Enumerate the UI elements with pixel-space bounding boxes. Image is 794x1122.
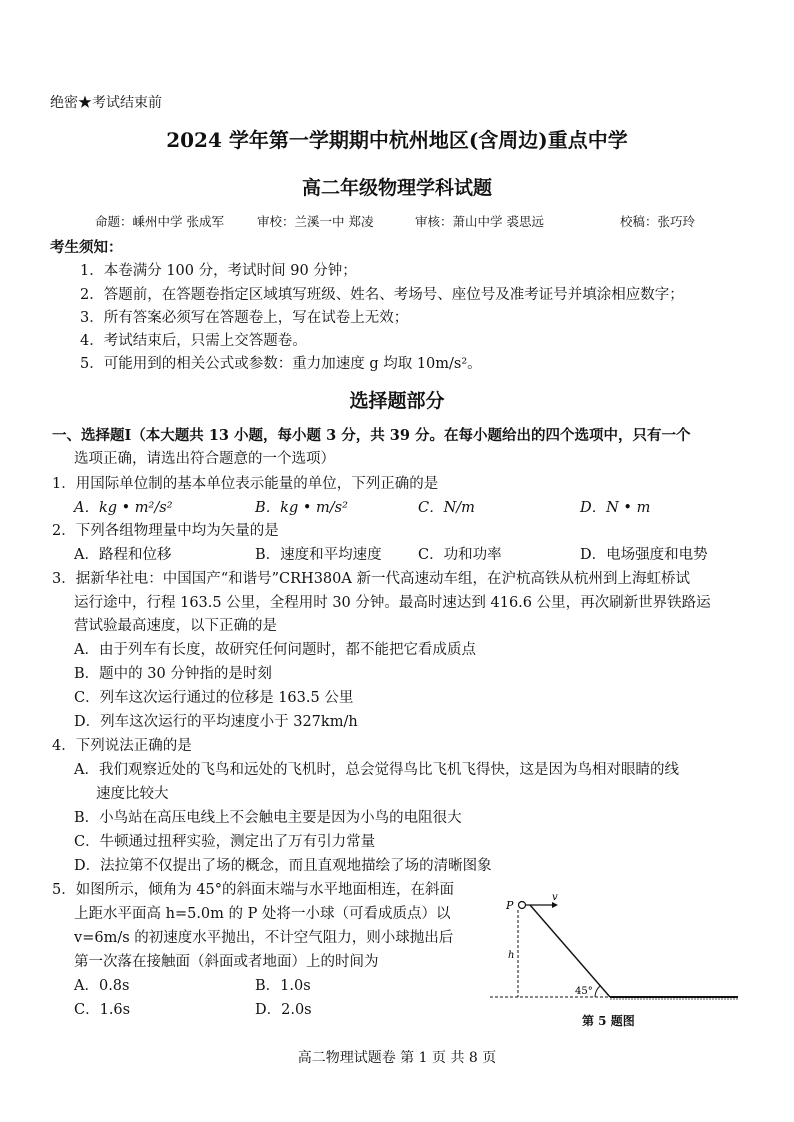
question-stem-cont: 运行途中，行程 163.5 公里，全程用时 30 分钟。最高时速达到 416.6 公里，再次刷新世界铁路运 (74, 595, 711, 611)
option: A．kg • m²/s² (74, 500, 173, 516)
question-stem: 4．下列说法正确的是 (52, 738, 192, 754)
option: B．1.0s (255, 978, 311, 994)
option: C．功和功率 (418, 547, 502, 563)
option: B．kg • m/s² (255, 500, 348, 516)
notice-heading: 考生须知： (50, 239, 123, 256)
question-stem-cont: v=6m/s 的初速度水平抛出，不计空气阻力，则小球抛出后 (74, 930, 454, 946)
option: D．法拉第不仅提出了场的概念，而且直观地描绘了场的清晰图象 (74, 858, 492, 874)
ball-p (519, 902, 526, 909)
section-title: 选择题部分 (349, 390, 445, 412)
notice-item: 2．答题前，在答题卷指定区域填写班级、姓名、考场号、座位号及准考证号并填涂相应数字； (80, 287, 684, 303)
question-stem-cont: 营试验最高速度，以下正确的是 (74, 618, 277, 634)
option: D．列车这次运行的平均速度小于 327km/h (74, 714, 358, 730)
question-stem: 2．下列各组物理量中均为矢量的是 (52, 523, 279, 539)
incline-line (530, 905, 610, 997)
option: C．列车这次运行通过的位移是 163.5 公里 (74, 690, 354, 706)
notice-item: 1．本卷满分 100 分，考试时间 90 分钟； (80, 263, 357, 279)
option: A．路程和位移 (74, 547, 172, 563)
exam-title: 2024 学年第一学期期中杭州地区(含周边)重点中学 (166, 128, 628, 152)
angle-arc (595, 986, 600, 997)
option: C．1.6s (74, 1002, 131, 1018)
question-stem-cont: 上距水平面高 h=5.0m 的 P 处将一小球（可看成质点）以 (74, 906, 451, 922)
question-stem: 5．如图所示，倾角为 45°的斜面末端与水平地面相连，在斜面 (52, 882, 455, 898)
author-item: 命题：嵊州中学 张成军 (95, 214, 224, 229)
notice-item: 4．考试结束后，只需上交答题卷。 (80, 333, 307, 349)
option: C．N/m (418, 500, 475, 516)
option-cont: 速度比较大 (96, 786, 169, 802)
author-item: 审核：萧山中学 裘思远 (415, 214, 544, 229)
page-footer: 高二物理试题卷 第 1 页 共 8 页 (297, 1050, 497, 1066)
question-stem: 1．用国际单位制的基本单位表示能量的单位，下列正确的是 (52, 476, 439, 492)
option: D．电场强度和电势 (580, 547, 708, 563)
part-instructions-cont: 选项正确，请选出符合题意的一个选项） (74, 451, 335, 467)
author-item: 校稿：张巧玲 (620, 214, 696, 229)
question-stem: 3．据新华社电：中国国产“和谐号”CRH380A 新一代高速动车组，在沪杭高铁从杭州到上海虹桥试 (52, 571, 690, 587)
option: B．题中的 30 分钟指的是时刻 (74, 666, 272, 682)
label-h: h (508, 950, 515, 961)
label-v: v (552, 892, 558, 903)
option: A．由于列车有长度，故研究任何问题时，都不能把它看成质点 (74, 642, 476, 658)
figure-caption: 第 5 题图 (582, 1014, 635, 1028)
angle-label: 45° (575, 986, 593, 997)
option: A．我们观察近处的飞鸟和远处的飞机时，总会觉得鸟比飞机飞得快，这是因为鸟相对眼睛的线 (74, 762, 679, 778)
option: B．速度和平均速度 (255, 547, 382, 563)
option: B．小鸟站在高压电线上不会触电主要是因为小鸟的电阻很大 (74, 810, 462, 826)
confidential-mark: 绝密★考试结束前 (50, 95, 162, 111)
label-p: P (506, 899, 514, 912)
option: A．0.8s (74, 978, 130, 994)
exam-subtitle: 高二年级物理学科试题 (301, 177, 492, 199)
notice-item: 5．可能用到的相关公式或参数：重力加速度 g 均取 10m/s²。 (80, 356, 482, 372)
question-stem-cont: 第一次落在接触面（斜面或者地面）上的时间为 (74, 954, 379, 970)
option: D．2.0s (255, 1002, 312, 1018)
part-instructions: 一、选择题Ⅰ（本大题共 13 小题，每小题 3 分，共 39 分。在每小题给出的四个选项中，只有一个 (52, 427, 691, 444)
incline-figure (490, 880, 750, 1030)
option: C．牛顿通过扭秤实验，测定出了万有引力常量 (74, 834, 376, 850)
option: D．N • m (580, 500, 651, 516)
author-item: 审校：兰溪一中 郑凌 (257, 214, 374, 229)
notice-item: 3．所有答案必须写在答题卷上，写在试卷上无效； (80, 310, 409, 326)
